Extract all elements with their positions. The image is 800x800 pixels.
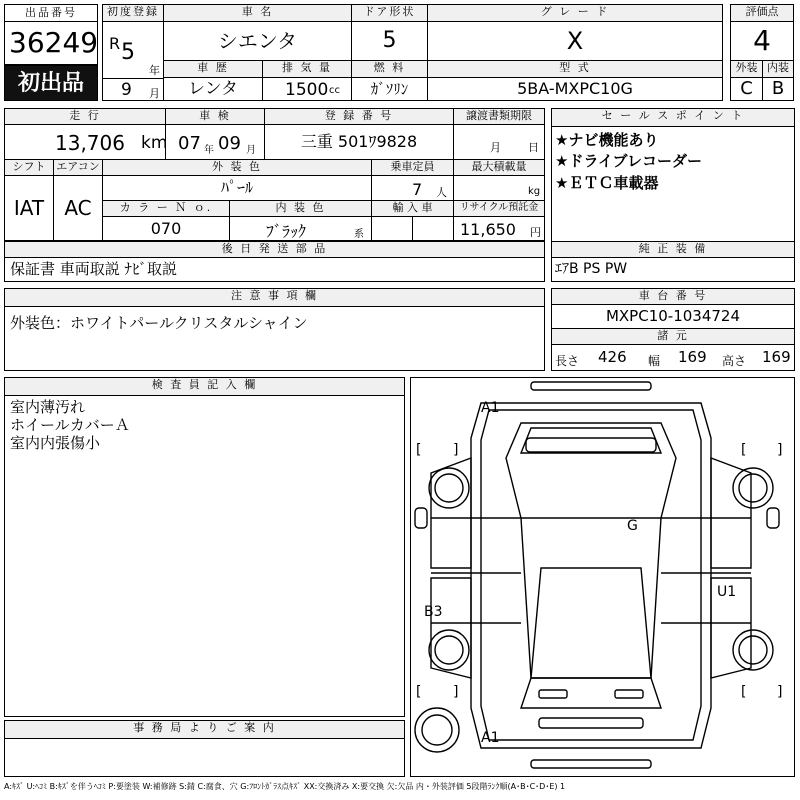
first-reg-label: 初度登録 bbox=[102, 4, 164, 22]
cc-unit: cc bbox=[329, 85, 340, 96]
shift-label: シフト bbox=[4, 159, 54, 176]
displacement-label: 排 気 量 bbox=[262, 60, 352, 78]
sales-point: ★ナビ機能あり bbox=[555, 131, 659, 149]
load-unit: kg bbox=[528, 186, 541, 197]
color-no: 070 bbox=[102, 216, 230, 241]
year-unit: 年 bbox=[149, 64, 160, 77]
equip-label: 純 正 装 備 bbox=[551, 241, 795, 258]
chassis-number: MXPC10-1034724 bbox=[551, 304, 795, 329]
first-reg-era bbox=[102, 21, 164, 79]
height-label: 高さ bbox=[722, 354, 747, 368]
insp-month: 09 bbox=[218, 133, 241, 154]
equipment: ｴｱB PS PW bbox=[551, 257, 795, 282]
insp-month-unit: 月 bbox=[246, 145, 256, 156]
import-cell bbox=[371, 216, 413, 241]
bracket: ] bbox=[453, 684, 459, 700]
lot-label: 出品番号 bbox=[4, 4, 98, 22]
km-unit: km bbox=[141, 133, 168, 153]
notes-box bbox=[4, 288, 545, 371]
mileage-label: 走 行 bbox=[4, 108, 166, 125]
inspector-line: 室内内張傷小 bbox=[10, 434, 101, 452]
yen-unit: 円 bbox=[530, 226, 541, 239]
dims-label: 諸 元 bbox=[551, 328, 795, 345]
ac: AC bbox=[53, 175, 103, 241]
recycle-label: リサイクル預託金 bbox=[453, 200, 545, 217]
sales-points-box bbox=[551, 108, 795, 242]
first-reg-month bbox=[102, 78, 164, 101]
dims-cell bbox=[551, 344, 795, 371]
transfer-cell bbox=[453, 124, 545, 160]
damage-mark: A1 bbox=[481, 730, 500, 746]
sales-point: ★ドライブレコーダー bbox=[555, 152, 702, 170]
damage-mark: G bbox=[627, 518, 638, 534]
office-label: 事 務 局 よ り ご 案 内 bbox=[5, 721, 404, 739]
color-no-label: カ ラ ー Ｎ ｏ. bbox=[102, 200, 230, 217]
damage-mark: A1 bbox=[481, 400, 500, 416]
ac-label: エアコン bbox=[53, 159, 103, 176]
reg-month: 9 bbox=[121, 80, 132, 100]
exterior-grade: C bbox=[730, 77, 763, 101]
notes-text: 外装色：ホワイトパールクリスタルシャイン bbox=[10, 314, 308, 332]
recycle-cell bbox=[453, 216, 545, 241]
width-label: 幅 bbox=[648, 354, 661, 368]
legend: A:ｷｽﾞ U:ﾍｺﾐ B:ｷｽﾞを伴うﾍｺﾐ P:要塗装 W:補修跡 S:錆 C:腐食、穴 G:ﾌﾛﾝﾄｶﾞﾗｽ点ｷｽﾞ XX:交換済み X:要交換 欠:欠品 内・外装評価 5段階ﾗﾝｸ順(A･B･C･D･E) 1 bbox=[4, 782, 566, 791]
int-color-label: 内 装 色 bbox=[229, 200, 372, 217]
inspection-cell bbox=[165, 124, 265, 160]
displacement: 1500 bbox=[285, 80, 329, 100]
interior-label: 内装 bbox=[762, 60, 794, 78]
insp-year-unit: 年 bbox=[204, 145, 214, 156]
later-parts: 保証書 車両取説 ﾅﾋﾞ取説 bbox=[4, 257, 545, 282]
model: 5BA-MXPC10G bbox=[427, 77, 723, 101]
capacity-cell bbox=[371, 175, 454, 201]
length-label: 長さ bbox=[555, 354, 580, 368]
notes-label: 注 意 事 項 欄 bbox=[5, 289, 544, 307]
bracket: [ bbox=[416, 684, 422, 700]
history-label: 車 歴 bbox=[163, 60, 263, 78]
displacement-cell bbox=[262, 77, 352, 101]
car-diagram bbox=[410, 377, 795, 777]
grade: X bbox=[427, 21, 723, 61]
damage-mark: B3 bbox=[424, 604, 443, 620]
door-label: ドア形状 bbox=[351, 4, 428, 22]
sales-label: セ ー ル ス ポ イ ン ト bbox=[552, 109, 794, 127]
ext-color: ﾊﾟｰﾙ bbox=[102, 175, 372, 201]
car-name-label: 車 名 bbox=[163, 4, 352, 22]
height: 169 bbox=[762, 348, 791, 366]
later-label: 後 日 発 送 部 品 bbox=[4, 241, 545, 258]
doors: 5 bbox=[351, 21, 428, 61]
length: 426 bbox=[598, 348, 627, 366]
reg-year: 5 bbox=[121, 40, 135, 65]
damage-mark: U1 bbox=[717, 584, 737, 600]
bracket: ] bbox=[453, 442, 459, 458]
int-color-unit: 系 bbox=[354, 229, 364, 240]
bracket: [ bbox=[741, 442, 747, 458]
sales-point: ★ＥＴＣ車載器 bbox=[555, 174, 659, 192]
bracket: ] bbox=[777, 684, 783, 700]
first-listing-badge: 初出品 bbox=[4, 65, 98, 101]
bracket: [ bbox=[416, 442, 422, 458]
transfer-month: 月 bbox=[490, 141, 501, 154]
score: 4 bbox=[730, 21, 794, 61]
score-label: 評価点 bbox=[730, 4, 794, 22]
office-box bbox=[4, 720, 405, 777]
import-cell bbox=[412, 216, 454, 241]
plate: 三重 501ﾜ9828 bbox=[264, 124, 454, 160]
inspection-label: 車 検 bbox=[165, 108, 265, 125]
capacity-unit: 人 bbox=[436, 186, 447, 199]
load-label: 最大積載量 bbox=[453, 159, 545, 176]
month-unit: 月 bbox=[149, 87, 160, 100]
era: R bbox=[109, 34, 121, 53]
inspector-box bbox=[4, 377, 405, 717]
lot-number: 36249 bbox=[4, 21, 98, 65]
int-color: ﾌﾞﾗｯｸ bbox=[266, 222, 307, 241]
inspector-line: ホイールカバーＡ bbox=[10, 416, 130, 434]
plate-label: 登 録 番 号 bbox=[264, 108, 454, 125]
mileage: 13,706 bbox=[55, 131, 125, 155]
insp-year: 07 bbox=[178, 133, 201, 154]
ext-color-label: 外 装 色 bbox=[102, 159, 372, 176]
shift: IAT bbox=[4, 175, 54, 241]
recycle: 11,650 bbox=[460, 220, 516, 239]
grade-label: グ レ ー ド bbox=[427, 4, 723, 22]
load-cell bbox=[453, 175, 545, 201]
bracket: [ bbox=[741, 684, 747, 700]
mileage-cell bbox=[4, 124, 166, 160]
car-outline bbox=[411, 378, 794, 776]
model-label: 型 式 bbox=[427, 60, 723, 78]
transfer-label: 譲渡書類期限 bbox=[453, 108, 545, 125]
transfer-day: 日 bbox=[528, 141, 539, 154]
fuel-label: 燃 料 bbox=[351, 60, 428, 78]
bracket: ] bbox=[777, 442, 783, 458]
width: 169 bbox=[678, 348, 707, 366]
int-color-cell bbox=[229, 216, 372, 241]
inspector-label: 検 査 員 記 入 欄 bbox=[5, 378, 404, 396]
interior-grade: B bbox=[762, 77, 794, 101]
history: レンタ bbox=[163, 77, 263, 101]
fuel: ｶﾞｿﾘﾝ bbox=[351, 77, 428, 101]
import-label: 輸 入 車 bbox=[371, 200, 454, 217]
capacity: 7 bbox=[412, 180, 423, 199]
exterior-label: 外装 bbox=[730, 60, 763, 78]
car-name: シエンタ bbox=[163, 21, 352, 61]
chassis-label: 車 台 番 号 bbox=[551, 288, 795, 305]
capacity-label: 乗車定員 bbox=[371, 159, 454, 176]
inspector-line: 室内薄汚れ bbox=[10, 398, 86, 416]
